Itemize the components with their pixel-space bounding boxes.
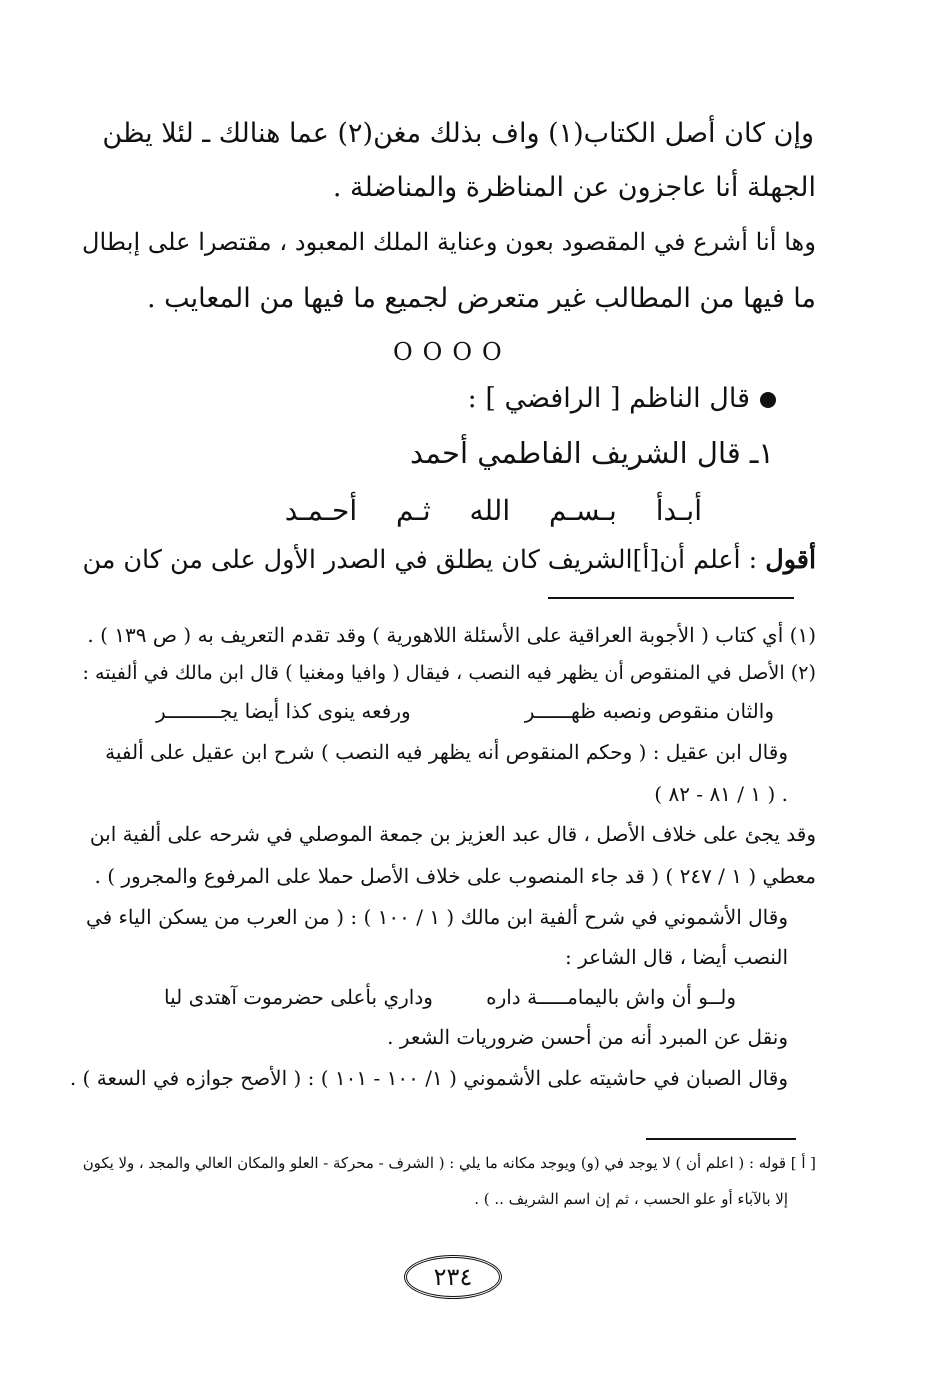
footnote-5b: النصب أيضا ، قال الشاعر : [565,945,788,969]
comment-text: : أعلم أن[أ]الشريف كان يطلق في الصدر الأول على من كان من [82,544,758,574]
footnote-3: وقال ابن عقيل : ( وحكم المنقوص أنه يظهر فيه النصب ) شرح ابن عقيل على ألفية [105,740,788,764]
intro-line-1: وإن كان أصل الكتاب(١) واف بذلك مغن(٢) عما هنالك ـ لئلا يظن [102,118,814,149]
verse-title: ١ـ قال الشريف الفاطمي أحمد [410,436,774,470]
footnote-5-verse-a: ولــو أن واش باليمامـــــة داره [486,985,736,1009]
footnote-2-verse-b: ورفعه ينوى كذا أيضا يجـــــــــر [156,699,411,723]
footnote-5-verse-b: وداري بأعلى حضرموت آهتدى ليا [164,985,433,1009]
footnote-2-verse-a: والثان منقوص ونصبه ظهــــــر [524,699,774,723]
section-heading [468,383,776,414]
intro-line-2: الجهلة أنا عاجزون عن المناظرة والمناضلة . [332,172,816,203]
comment-line [82,544,816,574]
editor-note-divider [646,1138,796,1140]
footnote-5: وقال الأشموني في شرح ألفية ابن مالك ( ١ / ١٠٠ ) : ( من العرب من يسكن الياء في [85,905,788,929]
editor-note-line-2: إلا بالآباء أو علو الحسب ، ثم إن اسم الشريف .. ) . [474,1190,788,1208]
footnote-6: ونقل عن المبرد أنه من أحسن ضروريات الشعر . [387,1025,788,1049]
footnote-7: وقال الصبان في حاشيته على الأشموني ( ١/ ١٠٠ - ١٠١ ) : ( الأصح جوازه في السعة ) . [69,1066,788,1090]
footnote-2: (٢) الأصل في المنقوص أن يظهر فيه النصب ، فيقال ( وافيا ومغنيا ) قال ابن مالك في ألفيته : [82,661,816,684]
footnote-3b: ( ١ / ٨١ - ٨٢ ) . [654,782,788,806]
page-number: ٢٣٤ [404,1255,502,1299]
editor-note-line-1: [ أ ] قوله : ( اعلم أن ) لا يوجد في (و) ويوجد مكانه ما يلي : ( الشرف - محركة - العلو والمكان العالي والمجد ، ولا يكون [82,1154,816,1172]
section-separator: OOOO [393,338,512,366]
footnote-1: (١) أي كتاب ( الأجوبة العراقية على الأسئلة اللاهورية ) وقد تقدم التعريف به ( ص ١٣٩ ) . [87,623,816,647]
section-heading-text: قال الناظم [ الرافضي ] : [467,383,750,414]
intro-line-3: وها أنا أشرع في المقصود بعون وعناية الملك المعبود ، مقتصرا على إبطال [81,228,816,256]
bullet-icon [760,392,776,408]
footnote-4b: معطي ( ١ / ٢٤٧ ) ( قد جاء المنصوب على خلاف الأصل حملا على المرفوع والمجرور ) . [94,864,816,888]
verse-line: أبـدأ بـسـم الله ثـم أحـمـد [284,494,702,527]
intro-line-4: ما فيها من المطالب غير متعرض لجميع ما فيها من المعايب . [146,283,816,314]
footnote-divider [548,597,794,599]
comment-label: أقول [765,544,816,574]
footnote-4: وقد يجئ على خلاف الأصل ، قال عبد العزيز بن جمعة الموصلي في شرحه على ألفية ابن [89,822,816,846]
